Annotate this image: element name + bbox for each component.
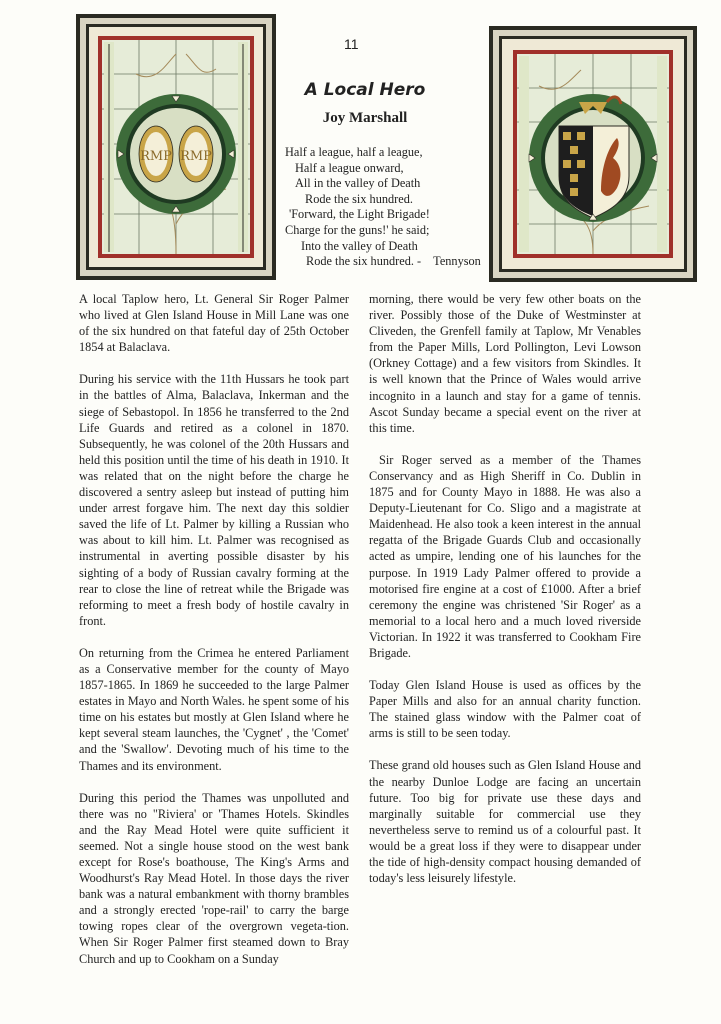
article-column-right	[369, 291, 641, 902]
paragraph: morning, there would be very few other boats on the river. Possibly those of the Duke of Westminster at Cliveden, the Grenfell family at Taplow, Mr Venables from the Paper Mills, Lord Pollington, Levi Lowson (Orkney Cottage) and a few visitors from Skindles. It is well known that the Prince of Wales would arrive incognito in a launch and stay for a game of tennis. Ascot Sunday became a special event on the river at this time.	[369, 292, 641, 435]
paragraph: On returning from the Crimea he entered Parliament as a Conservative member for the county of Mayo 1857-1865. In 1869 he succeeded to the large Palmer estates in Mayo and North Wales. he spent some of his time on his estates but mostly at Glen Island where he kept several steam launches, the 'Cygnet' , the 'Comet' and the 'Swallow'. Devoting much of his time to the Thames and its environment.	[79, 645, 349, 773]
stained-glass-window-monogram	[76, 14, 276, 280]
monogram-left: RMP	[140, 149, 172, 164]
poem-line: Half a league, half a league,	[285, 145, 423, 159]
poem-line: Half a league onward,	[295, 160, 404, 175]
poem-quote	[276, 145, 496, 270]
paragraph: Today Glen Island House is used as offices by the Paper Mills and also for an annual charity function. The stained glass window with the Palmer coat of arms is still to be seen today.	[369, 678, 641, 741]
paragraph: Sir Roger served as a member of the Thames Conservancy and as High Sheriff in Co. Dublin in 1875 and for County Mayo in 1888. He was also a Deputy-Lieutenant for Co. Sligo and a magistrate at Maidenhead. He also took a keen interest in the annual regatta of the Brigade Guards Club and occasionally acted as umpire, lending one of his launches for the purpose. In 1919 Lady Palmer offered to provide a motorised fire engine at a cost of £1000. After a brief ceremony the engine was christened 'Sir Roger' as a memorial to a local hero and a much loved riverside Victorian. In 1922 it was transferred to Cookham Fire Brigade.	[369, 452, 641, 660]
article-title: A Local Hero	[304, 80, 426, 100]
poem-line: All in the valley of Death	[295, 176, 421, 191]
paragraph: During this period the Thames was unpolluted and there was no "Riviera' or 'Thames Hotels. Skindles and the Ray Mead Hotel were quite sufficient it seemed. Not a single house stood on the west bank except for Rose's boathouse, The King's Arms and Woodhurst's Ray Mead Hotel. In those days the river bank was a natural embankment with thorny brambles and a strongly erected 'rope-rail' to carry the barge towing ropes clear of the overgrown vegeta-tion. When Sir Roger Palmer first steamed down to Bray Church and up to Cookham on a Sunday	[79, 790, 349, 966]
poem-line: Rode the six hundred.	[305, 191, 413, 206]
article-column-left	[79, 291, 349, 983]
poem-line-attribution: Rode the six hundred. - Tennyson	[306, 254, 481, 269]
article-author: Joy Marshall	[322, 110, 408, 126]
poem-line: Charge for the guns!' he said;	[285, 222, 430, 237]
poem-line: Into the valley of Death	[301, 238, 418, 253]
stained-glass-window-coat-of-arms	[489, 26, 697, 282]
paragraph: These grand old houses such as Glen Island House and the nearby Dunloe Lodge are facing an uncertain future. Too big for private use these days and marginally suitable for commercial use they nevertheless serve to remind us of a colourful past. It would be a great loss if they were to disappear under the tide of high-density compact housing demanded of today's less leisurely lifestyle.	[369, 758, 641, 886]
paragraph: During his service with the 11th Hussars he took part in the battles of Alma, Balaclava, Inkerman and the siege of Sebastopol. In 1856 he transferred to the 2nd Life Guards and retired as a colonel in 1870. Subsequently, he was colonel of the 20th Hussars and held this position until the time of his death in 1910. It was related that on the night before the charge he discovered a sentry asleep but instead of putting him under arrest forgave him. The next day this soldier saved the life of Lt. Palmer by killing a Russian who was about to kill him. Lt. Palmer was recognised as instrumental in averting possible disaster by his sighting of a body of Russian cavalry forming at the rear to close the line of retreat while the Brigade was reforming to meet a fresh body of hostile cavalry in front.	[79, 372, 349, 628]
monogram-right: RMP	[180, 149, 212, 164]
paragraph: A local Taplow hero, Lt. General Sir Roger Palmer who lived at Glen Island House in Mill Lane was one of the six hundred on that fateful day of 25th October 1854 at Balaclava.	[79, 292, 349, 355]
poem-line: 'Forward, the Light Brigade!	[289, 207, 430, 222]
page-number: 11	[344, 36, 359, 52]
